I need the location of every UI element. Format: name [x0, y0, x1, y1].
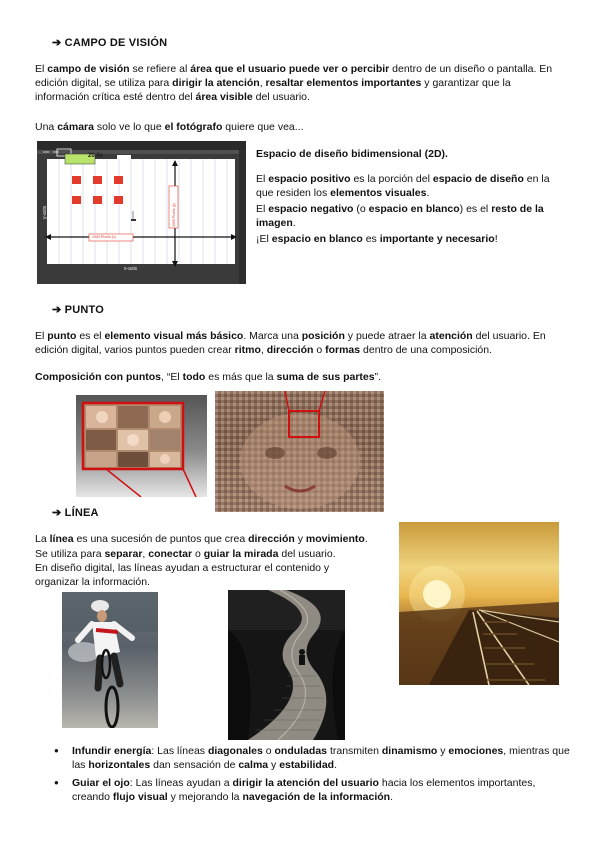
paragraph-linea-2: Se utiliza para separar, conectar o guiar la mirada del usuario.: [35, 548, 336, 560]
paragraph-campo-1: El campo de visión se refiere al área que el usuario puede ver o percibir dentro de un diseño o pantalla. En edición digital, se utiliza para dirigir la atención, resaltar elementos importantes y garantizar que la información crítica esté dentro del área visible del usuario.: [35, 63, 553, 103]
paragraph-linea-3: En diseño digital, las líneas ayudan a estructurar el contenido y organizar la información.: [35, 562, 330, 588]
paragraph-punto-1: El punto es el elemento visual más básico. Marca una posición y puede atraer la atención del usuario. En edición digital, varios puntos pueden crear ritmo, dirección o formas dentro de una composición.: [35, 330, 546, 356]
side-paragraph-negative: El espacio negativo (o espacio en blanco) es el resto de la imagen.: [256, 203, 544, 229]
paragraph-linea-1: La línea es una sucesión de puntos que crea dirección y movimiento.: [35, 533, 368, 545]
mosaic-zoom-image: [76, 395, 207, 497]
side-paragraph-whitespace: ¡El espacio en blanco es importante y necesario!: [256, 233, 498, 245]
winding-path-image: [228, 590, 345, 740]
heading-linea: ➔ LÍNEA: [52, 507, 99, 519]
side-paragraph-positive: El espacio positivo es la porción del espacio de diseño en la que residen los elementos visuales.: [256, 173, 550, 199]
heading-campo-de-vision: ➔ CAMPO DE VISIÓN: [52, 37, 168, 49]
photo-mosaic-image: [215, 391, 384, 512]
y-axis-label: y-axis: [42, 205, 48, 219]
x-axis-label: x-axis: [124, 266, 138, 272]
heading-punto: ➔ PUNTO: [52, 304, 104, 316]
design-space-diagram: [37, 141, 246, 284]
cyclist-image: [62, 592, 158, 728]
side-title: Espacio de diseño bidimensional (2D).: [256, 148, 448, 160]
paragraph-punto-2: Composición con puntos, “El todo es más que la suma de sus partes”.: [35, 371, 382, 383]
zoom-label: 20.0s: [88, 153, 104, 159]
paragraph-campo-2: Una cámara solo ve lo que el fotógrafo quiere que vea...: [35, 121, 304, 133]
horizontal-pixels-label: 1500 Pixels (x): [92, 235, 116, 239]
bullet-list: [52, 744, 572, 808]
bullet-item-guiar-ojo: ● Guiar el ojo: Las líneas ayudan a dirigir la atención del usuario hacia los elementos importantes, creando flujo visual y mejorando la navegación de la información.: [52, 776, 572, 804]
railway-sunset-image: [399, 522, 559, 685]
vertical-pixels-label: 1000 Pixels (y): [172, 203, 176, 227]
bullet-item-energia: ● Infundir energía: Las líneas diagonales o onduladas transmiten dinamismo y emociones, mientras que las horizontales dan sensación de calma y estabilidad.: [52, 744, 572, 772]
